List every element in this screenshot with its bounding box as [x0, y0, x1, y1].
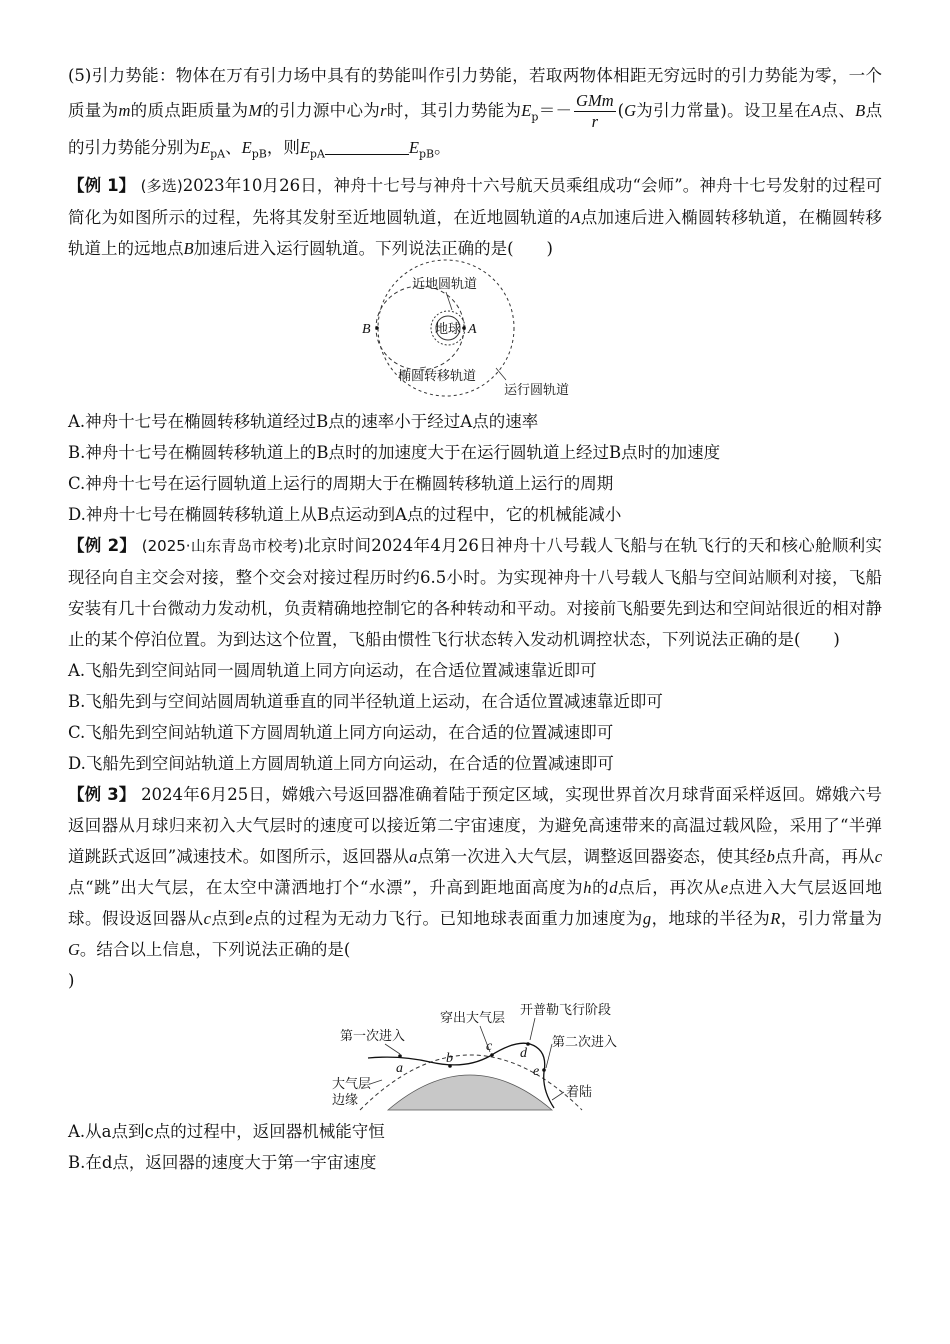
point-B-dot — [375, 326, 379, 330]
text: 点后，再次从 — [617, 877, 721, 897]
var-h: h — [583, 877, 592, 897]
example-1-option-c[interactable]: C.神舟十七号在运行圆轨道上运行的周期大于在椭圆转移轨道上运行的周期 — [68, 473, 614, 493]
text: ( — [617, 101, 625, 120]
example-2-option-a[interactable]: A.飞船先到空间站同一圆周轨道上同方向运动，在合适位置减速靠近即可 — [68, 660, 597, 680]
point-B-label: B — [362, 321, 371, 337]
text: 加速后进入运行圆轨道。下列说法正确的是( ) — [193, 238, 553, 258]
var-A: A — [811, 101, 822, 120]
text: 北京时间2024年4月26日神舟十八号载人飞船与在轨飞行的天和核心舱顺利实现径向自主交会对接，整个交会对接过程历时约6.5小时。为实现神舟十八号载人飞船与空间站顺利对接，飞船安装有几十台微动力发动机，负责精确地控制它的各种转动和平动。对接前飞船要先到达和空间站很近的相对静止的某个停泊位置。为到达这个位置，飞船由惯性飞行状态转入发动机调控状态，下列说法正确的是( ) — [68, 535, 882, 649]
var-G: G — [68, 939, 80, 959]
var-E: E — [200, 138, 211, 158]
var-a: a — [409, 846, 418, 866]
exit-atmosphere-label: 穿出大气层 — [440, 1010, 506, 1026]
kepler-phase-label: 开普勒飞行阶段 — [520, 1002, 612, 1018]
text: 的质点距质量为 — [130, 101, 249, 120]
var-M: M — [248, 101, 263, 120]
var-c: c — [203, 908, 211, 928]
example-source: (多选) — [140, 176, 183, 195]
text: 。 — [434, 138, 451, 158]
text: 点到 — [210, 908, 246, 928]
example-2-stem — [68, 530, 882, 655]
subscript: pB — [419, 147, 435, 161]
text: ) — [68, 970, 75, 990]
text: 点的过程为无动力飞行。已知地球表面重力加速度为 — [252, 908, 643, 928]
first-entry-label: 第一次进入 — [340, 1028, 406, 1044]
text: 。结合以上信息，下列说法正确的是( — [79, 939, 351, 959]
example-1-option-b[interactable]: B.神舟十七号在椭圆转移轨道上的B点时的加速度大于在运行圆轨道上经过B点时的加速度 — [68, 442, 721, 462]
section-5-paragraph — [68, 60, 882, 170]
text: 、 — [225, 138, 242, 158]
text: 点进入大气层返回地球。假设返回器从 — [68, 877, 883, 928]
var-G: G — [624, 101, 636, 120]
text: ，则 — [266, 138, 300, 158]
example-1-stem — [68, 170, 882, 264]
subscript: p — [531, 110, 539, 124]
point-c-label: c — [486, 1038, 493, 1054]
atmosphere-edge-label-2: 边缘 — [332, 1092, 359, 1108]
subscript: pA — [309, 147, 325, 161]
text: 点的引力势能分别为 — [68, 101, 883, 158]
var-d: d — [609, 877, 618, 897]
var-e: e — [720, 877, 729, 897]
example-tag: 【例 3】 — [68, 784, 136, 804]
fraction — [574, 91, 616, 132]
var-e: e — [245, 908, 253, 928]
var-R: R — [770, 908, 781, 928]
point-A-label: A — [468, 321, 477, 337]
var-E: E — [241, 138, 252, 158]
example-1-option-a[interactable]: A.神舟十七号在椭圆转移轨道经过B点的速率小于经过A点的速率 — [68, 411, 539, 431]
example-tag: 【例 2】 — [68, 535, 137, 555]
point-A-dot — [462, 326, 466, 330]
text: 点加速后进入椭圆转移轨道，在椭圆转移轨道上的远地点 — [68, 207, 883, 258]
point-d-label: d — [520, 1045, 527, 1061]
var-B: B — [183, 238, 194, 258]
answer-blank[interactable] — [325, 140, 409, 155]
var-B: B — [855, 101, 866, 120]
earth-surface — [388, 1075, 552, 1110]
point-b-label: b — [446, 1050, 453, 1066]
text: 点升高，再从 — [774, 846, 875, 866]
text: 为引力常量)。设卫星在 — [635, 101, 812, 120]
example-3-option-b[interactable]: B.在d点，返回器的速度大于第一宇宙速度 — [68, 1152, 377, 1172]
earth-label: 地球 — [435, 321, 462, 337]
example-2-option-c[interactable]: C.飞船先到空间站轨道下方圆周轨道上同方向运动，在合适的位置减速即可 — [68, 722, 614, 742]
var-g: g — [642, 908, 652, 928]
atmosphere-edge-label: 大气层 — [332, 1076, 372, 1092]
run-orbit-label: 运行圆轨道 — [504, 382, 570, 398]
text: 的 — [591, 877, 610, 897]
near-orbit-label: 近地圆轨道 — [412, 276, 478, 292]
var-E: E — [408, 138, 419, 158]
text: 点“跳”出大气层，在太空中潇洒地打个“水漂”，升高到距地面高度为 — [68, 877, 584, 897]
text: 时，其引力势能为 — [386, 101, 522, 120]
text: 的引力源中心为 — [262, 101, 381, 120]
text: 2023年10月26日，神舟十七号与神舟十六号航天员乘组成功“会师”。神舟十七号发射的过程可简化为如图所示的过程，先将其发射至近地圆轨道，在近地圆轨道的 — [68, 175, 882, 227]
equals-minus: ＝－ — [538, 101, 573, 120]
subscript: pA — [210, 147, 226, 161]
example-2-option-d[interactable]: D.飞船先到空间站轨道上方圆周轨道上同方向运动，在合适的位置减速即可 — [68, 753, 614, 773]
fraction-denominator: r — [591, 112, 599, 131]
var-E: E — [521, 101, 532, 120]
orbit-diagram — [362, 270, 658, 400]
example-3-stem — [68, 779, 882, 996]
point-e-label: e — [533, 1063, 540, 1079]
example-1-option-d[interactable]: D.神舟十七号在椭圆转移轨道上从B点运动到A点的过程中，它的机械能减小 — [68, 504, 622, 524]
var-r: r — [380, 101, 387, 120]
page — [68, 60, 882, 1178]
var-A: A — [570, 207, 581, 227]
var-E: E — [299, 138, 310, 158]
text: 2024年6月25日，嫦娥六号返回器准确着陆于预定区域，实现世界首次月球背面采样返回。嫦娥六号返回器从月球归来初入大气层时的速度可以接近第二宇宙速度，为避免高速带来的高温过载风险，采用了“半弹道跳跃式返回”减速技术。如图所示，返回器从 — [68, 784, 882, 866]
landing-label: 着陆 — [566, 1084, 593, 1100]
subscript: pB — [251, 147, 267, 161]
var-m: m — [118, 101, 131, 120]
fraction-numerator: GMm — [576, 91, 614, 110]
text: 点第一次进入大气层，调整返回器姿态，使其经 — [417, 846, 767, 866]
text: ，地球的半径为 — [651, 908, 771, 928]
var-c: c — [874, 846, 883, 866]
example-3-option-a[interactable]: A.从a点到c点的过程中，返回器机械能守恒 — [68, 1121, 385, 1141]
example-tag: 【例 1】 — [68, 175, 136, 195]
var-b: b — [766, 846, 775, 866]
text: ，引力常量为 — [780, 908, 883, 928]
ellipse-label: 椭圆转移轨道 — [398, 368, 477, 384]
point-a-label: a — [396, 1060, 403, 1076]
example-source: (2025·山东青岛市校考) — [141, 536, 304, 555]
reentry-diagram — [330, 1000, 700, 1112]
second-entry-label: 第二次进入 — [552, 1034, 618, 1050]
text: 点、 — [821, 101, 856, 120]
text: (5)引力势能：物体在万有引力场中具有的势能叫作引力势能，若取两物体相距无穷远时的引力势能为零，一个质量为 — [68, 66, 882, 120]
example-2-option-b[interactable]: B.飞船先到与空间站圆周轨道垂直的同半径轨道上运动，在合适位置减速靠近即可 — [68, 691, 663, 711]
